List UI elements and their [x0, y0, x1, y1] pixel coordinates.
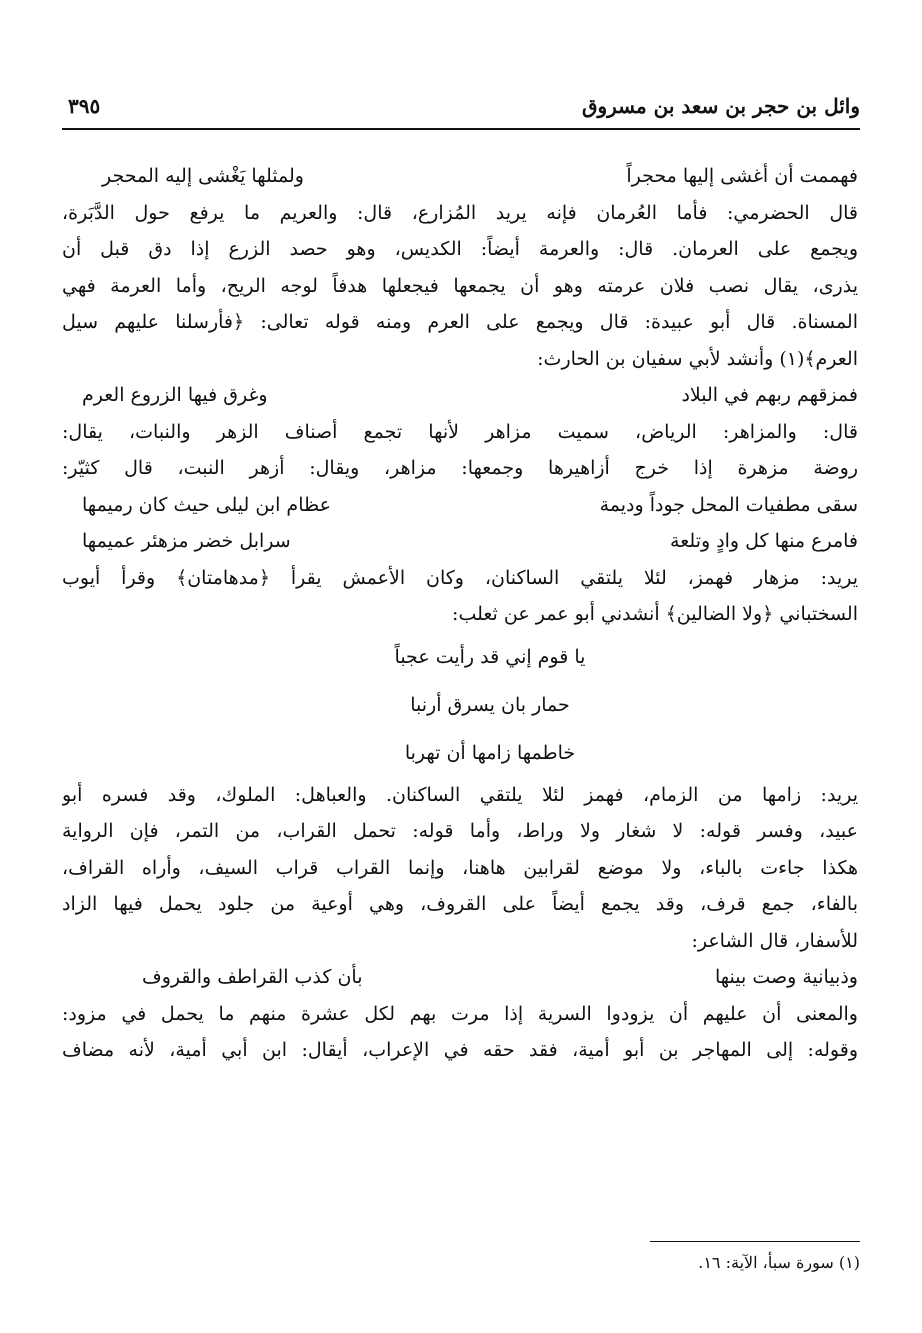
text-line: هكذا جاءت بالباء، ولا موضع لقرابين هاهنا، وإنما القراب قراب السيف، وأراه القراف،	[62, 856, 858, 879]
text-line: السختباني ﴿ولا الضالين﴾ أنشدني أبو عمر عن ثعلب:	[452, 603, 858, 625]
verse-second-hemistich: ولمثلها يَغْشى إليه المحجر	[102, 165, 304, 187]
text-line: قال: والمزاهر: الرياض، سميت مزاهر لأنها تجمع أصناف الزهر والنبات، يقال:	[62, 420, 858, 443]
text-line: روضة مزهرة إذا خرج أزاهيرها وجمعها: مزاهر، ويقال: أزهر النبت، قال كثيّر:	[62, 457, 858, 479]
verse-second-hemistich: وغرق فيها الزروع العرم	[82, 384, 268, 406]
verse-first-hemistich: فامرع منها كل وادٍ وتلعة	[670, 530, 858, 552]
verse-first-hemistich: سقى مطفيات المحل جوداً وديمة	[599, 493, 858, 516]
text-line: يريد: مزهار فهمز، لئلا يلتقي الساكنان، وكان الأعمش يقرأ ﴿مدهامتان﴾ وقرأ أيوب	[62, 566, 858, 589]
running-header	[68, 84, 860, 118]
verse-second-hemistich: عظام ابن ليلى حيث كان رميمها	[82, 493, 331, 516]
verse-first-hemistich: وذبيانية وصت بينها	[714, 966, 858, 988]
verse-line	[62, 158, 858, 195]
header-title: وائل بن حجر بن سعد بن مسروق	[581, 94, 860, 118]
text-line: يذرى، يقال نصب فلان عرمته وهو أن يجمعها فيجعلها هدفاً لوجه الريح، وأما العرمة فهي	[62, 274, 858, 297]
text-line: قال الحضرمي: فأما العُرمان فإنه يريد المُزارع، قال: والعريم ما يرفع حول الدَّبَرة،	[62, 201, 858, 224]
page-number: ٣٩٥	[68, 94, 101, 118]
text-line: وقوله: إلى المهاجر بن أبو أمية، فقد حقه في الإعراب، أيقال: ابن أبي أمية، لأنه مضاف	[62, 1039, 858, 1061]
text-line: والمعنى أن عليهم أن يزودوا السرية إذا مرت بهم لكل عشرة منهم ما يحمل في مزود:	[62, 1002, 858, 1025]
short-verse: خاطمها زامها أن تهربا	[404, 741, 576, 764]
text-line: العرم﴾(١) وأنشد لأبي سفيان بن الحارث:	[537, 347, 858, 370]
text-line: يريد: زامها من الزمام، فهمز لئلا يلتقي الساكنان. والعباهل: الملوك، وقد فسره أبو	[62, 783, 858, 806]
text-line: للأسفار، قال الشاعر:	[691, 929, 858, 952]
header-divider	[62, 128, 860, 130]
footnote-divider	[650, 1241, 860, 1242]
short-verse: حمار بان يسرق أرنبا	[410, 693, 570, 716]
verse-line	[62, 959, 858, 996]
verse-second-hemistich: سرابل خضر مزهئر عميمها	[82, 530, 291, 552]
short-verse: يا قوم إني قد رأيت عجباً	[394, 645, 586, 668]
verse-first-hemistich: فهممت أن أغشى إليها محجراً	[626, 165, 858, 187]
verse-line	[62, 487, 858, 524]
verse-line	[62, 523, 858, 560]
verse-second-hemistich: بأن كذب القراطف والقروف	[142, 966, 363, 988]
text-line: عبيد، وفسر قوله: لا شغار ولا وراط، وأما قوله: تحمل القراب، من التمر، فإن الرواية	[62, 820, 858, 842]
verse-line	[62, 377, 858, 414]
footnote: (١) سورة سبأ، الآية: ١٦.	[698, 1253, 860, 1272]
text-line: بالفاء، جمع قرف، وقد يجمع أيضاً على القروف، وهي أوعية من جلود يحمل فيها الزاد	[62, 893, 858, 915]
text-line: المسناة. قال أبو عبيدة: قال ويجمع على العرم ومنه قوله تعالى: ﴿فأرسلنا عليهم سيل	[62, 311, 858, 333]
text-line: ويجمع على العرمان. قال: والعرمة أيضاً: الكديس، وهو حصد الزرع إذا دق قبل أن	[62, 238, 858, 260]
page-body	[62, 158, 858, 1069]
verse-first-hemistich: فمزقهم ربهم في البلاد	[681, 384, 858, 406]
